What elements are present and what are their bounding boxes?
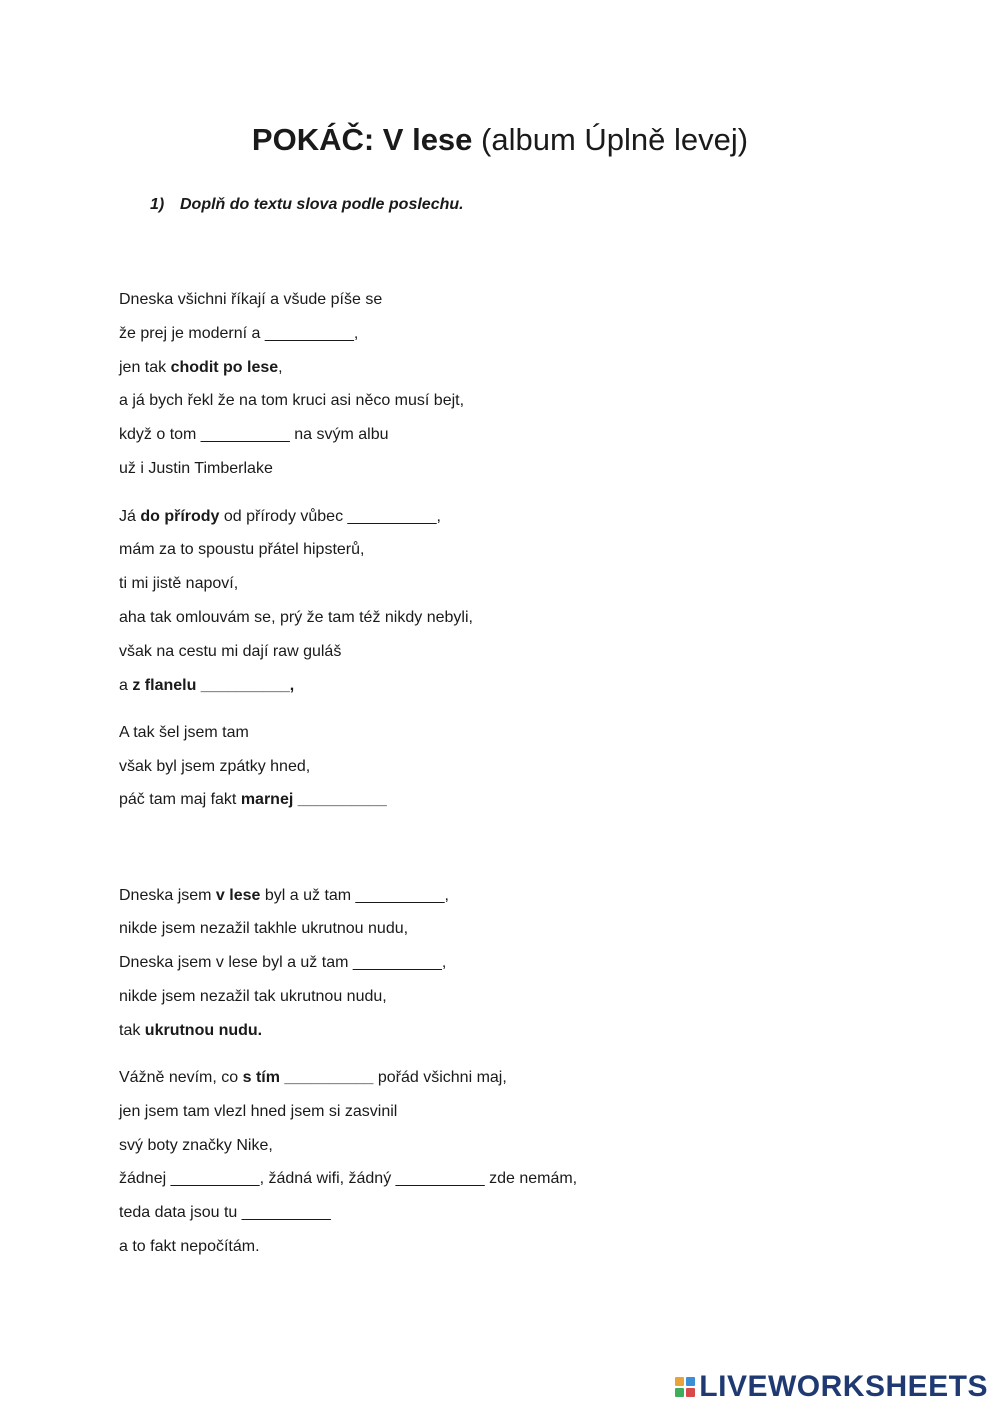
lyric-bold-segment: z flanelu __________, [132,677,295,694]
lyric-segment: Vážně nevím, co [119,1069,243,1086]
lyric-segment: žádnej __________, žádná wifi, žádný __________ zde nemám, [119,1170,578,1187]
lyric-line [119,1102,397,1122]
lyric-line [119,391,464,411]
lyric-segment: , [278,359,283,376]
lyric-segment: Dneska všichni říkají a všude píše se [119,291,383,308]
lyric-line [119,886,449,906]
liveworksheets-logo [675,1372,988,1402]
lyric-line [119,642,341,662]
lyric-segment: aha tak omlouvám se, prý že tam též nikdy nebyli, [119,609,473,626]
lyric-bold-segment: chodit po lese [170,359,279,376]
lyric-segment: však na cestu mi dají raw guláš [119,643,342,660]
logo-square [686,1388,695,1397]
lyric-line [119,358,283,378]
lyric-segment: Dneska jsem [119,887,216,904]
lyric-line [119,507,441,527]
lyric-line [119,1203,331,1223]
lyric-line [119,459,273,479]
lyric-line [119,540,364,560]
lyric-segment: teda data jsou tu __________ [119,1204,331,1221]
lyric-segment: že prej je moderní a __________, [119,325,359,342]
lyric-line [119,1169,577,1189]
lyric-segment: a [119,677,133,694]
lyric-line [119,608,473,628]
instruction [150,196,464,214]
lyric-line [119,953,446,973]
lyric-line [119,790,387,810]
lyric-segment: nikde jsem nezažil takhle ukrutnou nudu, [119,920,409,937]
logo-icon [675,1377,695,1397]
logo-square [675,1388,684,1397]
lyric-segment: ti mi jistě napoví, [119,575,239,592]
title-bold: POKÁČ: V lese [251,122,473,157]
lyric-segment: byl a už tam __________, [260,887,449,904]
lyric-segment: a to fakt nepočítám. [119,1238,260,1255]
lyric-segment: tak [119,1022,145,1039]
lyric-line [119,723,249,743]
logo-text: LIVEWORKSHEETS [699,1370,988,1403]
lyric-segment: už i Justin Timberlake [119,460,273,477]
lyric-segment: Dneska jsem v lese byl a už tam __________, [119,954,447,971]
logo-square [686,1377,695,1386]
lyric-bold-segment: do přírody [140,508,220,525]
worksheet-title [0,118,1000,162]
instruction-number: 1) [150,196,165,213]
lyric-line [119,757,310,777]
lyric-segment: však byl jsem zpátky hned, [119,758,311,775]
lyric-segment: nikde jsem nezažil tak ukrutnou nudu, [119,988,387,1005]
lyric-line [119,919,408,939]
lyric-bold-segment: ukrutnou nudu. [144,1022,263,1039]
lyric-line [119,1068,507,1088]
lyric-segment: A tak šel jsem tam [119,724,249,741]
lyric-line [119,987,387,1007]
instruction-text: Doplň do textu slova podle poslechu. [180,196,464,213]
lyric-segment: páč tam maj fakt [119,791,241,808]
lyric-segment: svý boty značky Nike, [119,1137,273,1154]
lyric-segment: Já [119,508,141,525]
lyric-segment: jen jsem tam vlezl hned jsem si zasvinil [119,1103,398,1120]
lyric-line [119,324,358,344]
lyric-segment: pořád všichni maj, [373,1069,507,1086]
lyric-segment: od přírody vůbec __________, [219,508,441,525]
logo-square [675,1377,684,1386]
lyric-segment: a já bych řekl že na tom kruci asi něco musí bejt, [119,392,465,409]
lyric-line [119,290,382,310]
lyric-bold-segment: v lese [215,887,261,904]
title-album: (album Úplně levej) [472,122,749,157]
lyric-line [119,1136,273,1156]
lyric-segment: jen tak [119,359,171,376]
lyric-segment: když o tom __________ na svým albu [119,426,389,443]
lyric-line [119,574,238,594]
lyric-line [119,425,389,445]
lyric-line [119,1237,260,1257]
lyric-line [119,1021,262,1041]
lyric-bold-segment: s tím __________ [242,1069,374,1086]
lyric-line [119,676,294,696]
lyric-segment: mám za to spoustu přátel hipsterů, [119,541,365,558]
lyric-bold-segment: marnej __________ [240,791,387,808]
